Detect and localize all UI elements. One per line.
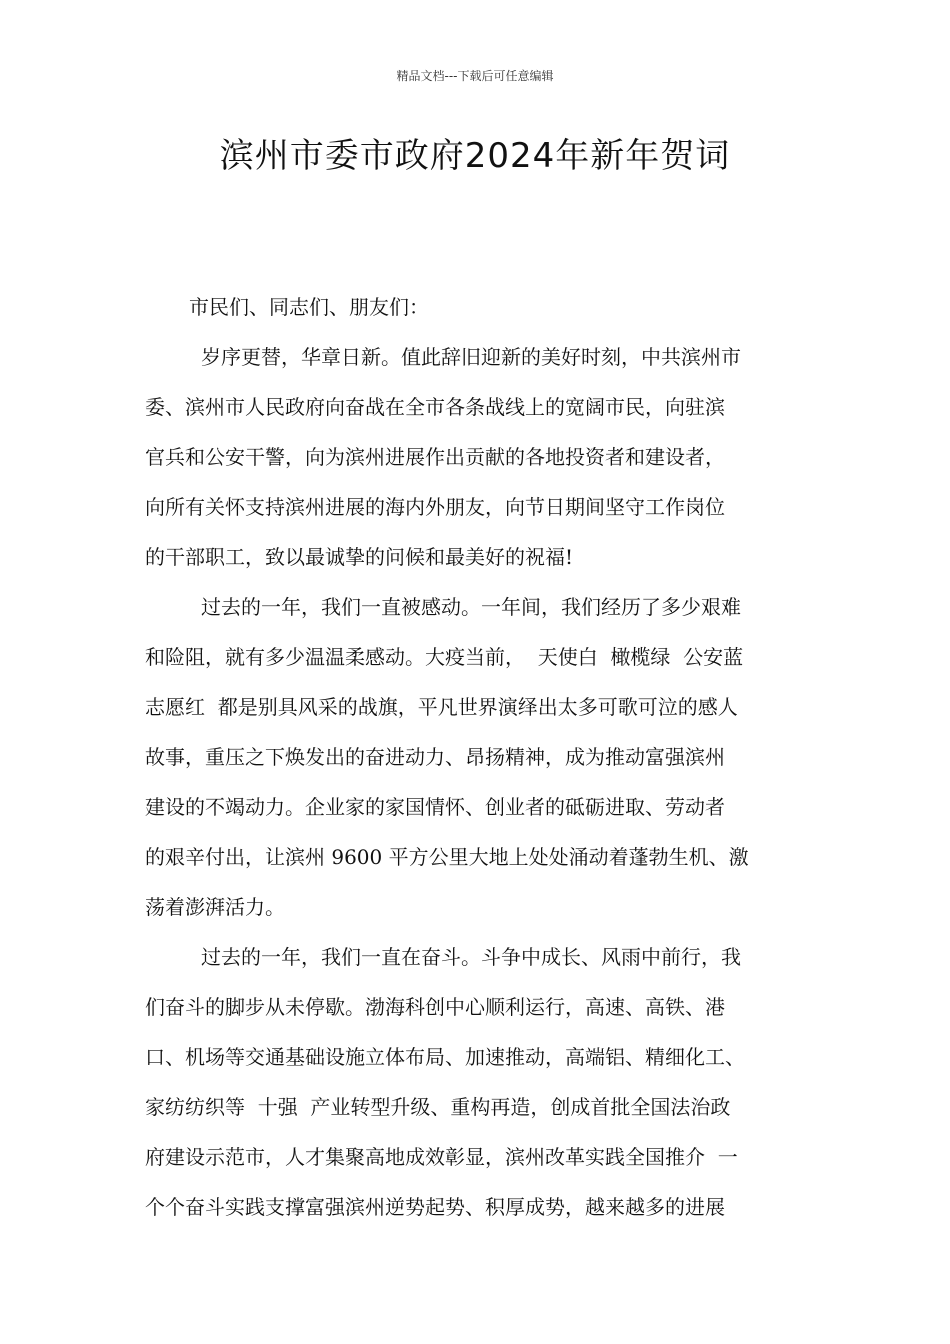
paragraph bbox=[145, 332, 825, 582]
paragraphs-container bbox=[145, 332, 825, 1232]
paragraph-line: 向所有关怀支持滨州进展的海内外朋友，向节日期间坚守工作岗位 bbox=[145, 495, 725, 519]
paragraph-line: 个个奋斗实践支撑富强滨州逆势起势、积厚成势，越来越多的进展 bbox=[145, 1195, 725, 1219]
paragraph-line: 们奋斗的脚步从未停歇。渤海科创中心顺利运行，高速、高铁、港 bbox=[145, 995, 725, 1019]
paragraph-line: 委、滨州市人民政府向奋战在全市各条战线上的宽阔市民，向驻滨 bbox=[145, 395, 725, 419]
paragraph-line: 官兵和公安干警，向为滨州进展作出贡献的各地投资者和建设者， bbox=[145, 445, 725, 469]
page-header-note: 精品文档---下载后可任意编辑 bbox=[396, 69, 554, 83]
paragraph-line: 府建设示范市，人才集聚高地成效彰显，滨州改革实践全国推介 一 bbox=[145, 1145, 738, 1169]
document-body bbox=[145, 282, 825, 1232]
paragraph-line: 荡着澎湃活力。 bbox=[145, 895, 285, 919]
paragraph bbox=[145, 582, 825, 932]
paragraph-line: 故事，重压之下焕发出的奋进动力、昂扬精神，成为推动富强滨州 bbox=[145, 745, 725, 769]
paragraph-line: 的艰辛付出，让滨州 9600 平方公里大地上处处涌动着蓬勃生机、激 bbox=[145, 845, 749, 869]
paragraph-line: 岁序更替，华章日新。值此辞旧迎新的美好时刻，中共滨州市 bbox=[201, 345, 741, 369]
paragraph-line: 建设的不竭动力。企业家的家国情怀、创业者的砥砺进取、劳动者 bbox=[145, 795, 725, 819]
salutation: 市民们、同志们、朋友们： bbox=[189, 295, 429, 319]
paragraph-line: 和险阻，就有多少温温柔感动。大疫当前， 天使白 橄榄绿 公安蓝 bbox=[145, 645, 744, 669]
paragraph bbox=[145, 932, 825, 1232]
paragraph-line: 志愿红 都是别具风采的战旗，平凡世界演绎出太多可歌可泣的感人 bbox=[145, 695, 738, 719]
paragraph-line: 口、机场等交通基础设施立体布局、加速推动，高端铝、精细化工、 bbox=[145, 1045, 745, 1069]
paragraph-line: 过去的一年，我们一直在奋斗。斗争中成长、风雨中前行，我 bbox=[201, 945, 741, 969]
paragraph-line: 过去的一年，我们一直被感动。一年间，我们经历了多少艰难 bbox=[201, 595, 741, 619]
paragraph-line: 的干部职工，致以最诚挚的问候和最美好的祝福! bbox=[145, 545, 574, 569]
page-title: 滨州市委市政府2024年新年贺词 bbox=[219, 136, 731, 176]
paragraph-line: 家纺纺织等 十强 产业转型升级、重构再造，创成首批全国法治政 bbox=[145, 1095, 731, 1119]
